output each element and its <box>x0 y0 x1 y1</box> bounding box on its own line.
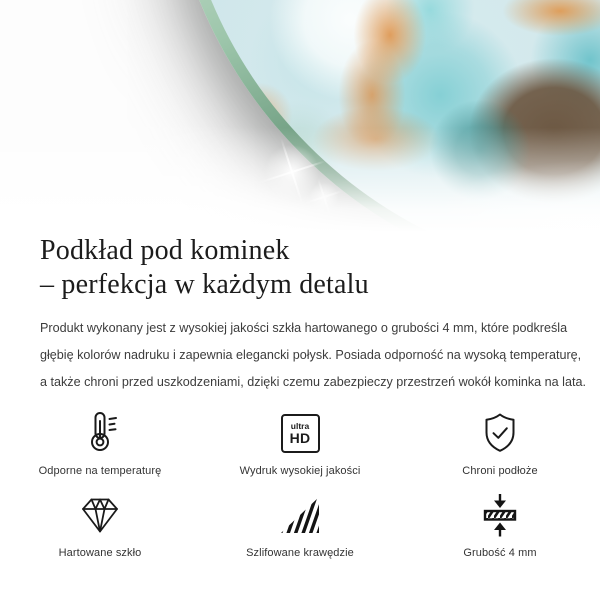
marble-print <box>176 0 600 232</box>
feature-thickness <box>400 490 600 559</box>
feature-grid <box>0 408 600 559</box>
product-hero-image <box>0 0 600 232</box>
feature-label: Wydruk wysokiej jakości <box>239 465 361 477</box>
thermometer-icon <box>76 408 124 458</box>
product-description <box>40 315 586 396</box>
description-line-1: Produkt wykonany jest z wysokiej jakości szkła hartowanego o grubości 4 mm, które podkreśla <box>40 321 568 335</box>
diamond-icon <box>76 490 124 540</box>
feature-print-quality <box>200 408 400 477</box>
description-line-3: a także chroni przed uszkodzeniami, dzięki czemu zabezpieczy przestrzeń wokół kominka na lata. <box>40 375 586 389</box>
feature-label: Szlifowane krawędzie <box>246 547 354 559</box>
feature-temperature <box>0 408 200 477</box>
glass-disc <box>165 0 600 232</box>
feature-protects-floor <box>400 408 600 477</box>
title-line-1: Podkład pod kominek <box>40 235 290 266</box>
feature-label: Odporne na temperaturę <box>38 465 162 477</box>
feature-polished-edges <box>200 490 400 559</box>
feature-label: Chroni podłoże <box>462 465 538 477</box>
title-line-2: – perfekcja w każdym detalu <box>40 269 369 300</box>
polished-edges-icon <box>276 490 324 540</box>
feature-tempered-glass <box>0 490 200 559</box>
thickness-icon <box>476 490 524 540</box>
page-title <box>40 234 560 302</box>
shield-check-icon <box>476 408 524 458</box>
feature-label: Hartowane szkło <box>58 547 142 559</box>
ultra-hd-icon: ultra HD <box>281 408 320 458</box>
description-line-2: głębię kolorów nadruku i zapewnia elegancki połysk. Posiada odporność na wysoką temperaturę, <box>40 348 582 362</box>
feature-label: Grubość 4 mm <box>463 547 537 559</box>
